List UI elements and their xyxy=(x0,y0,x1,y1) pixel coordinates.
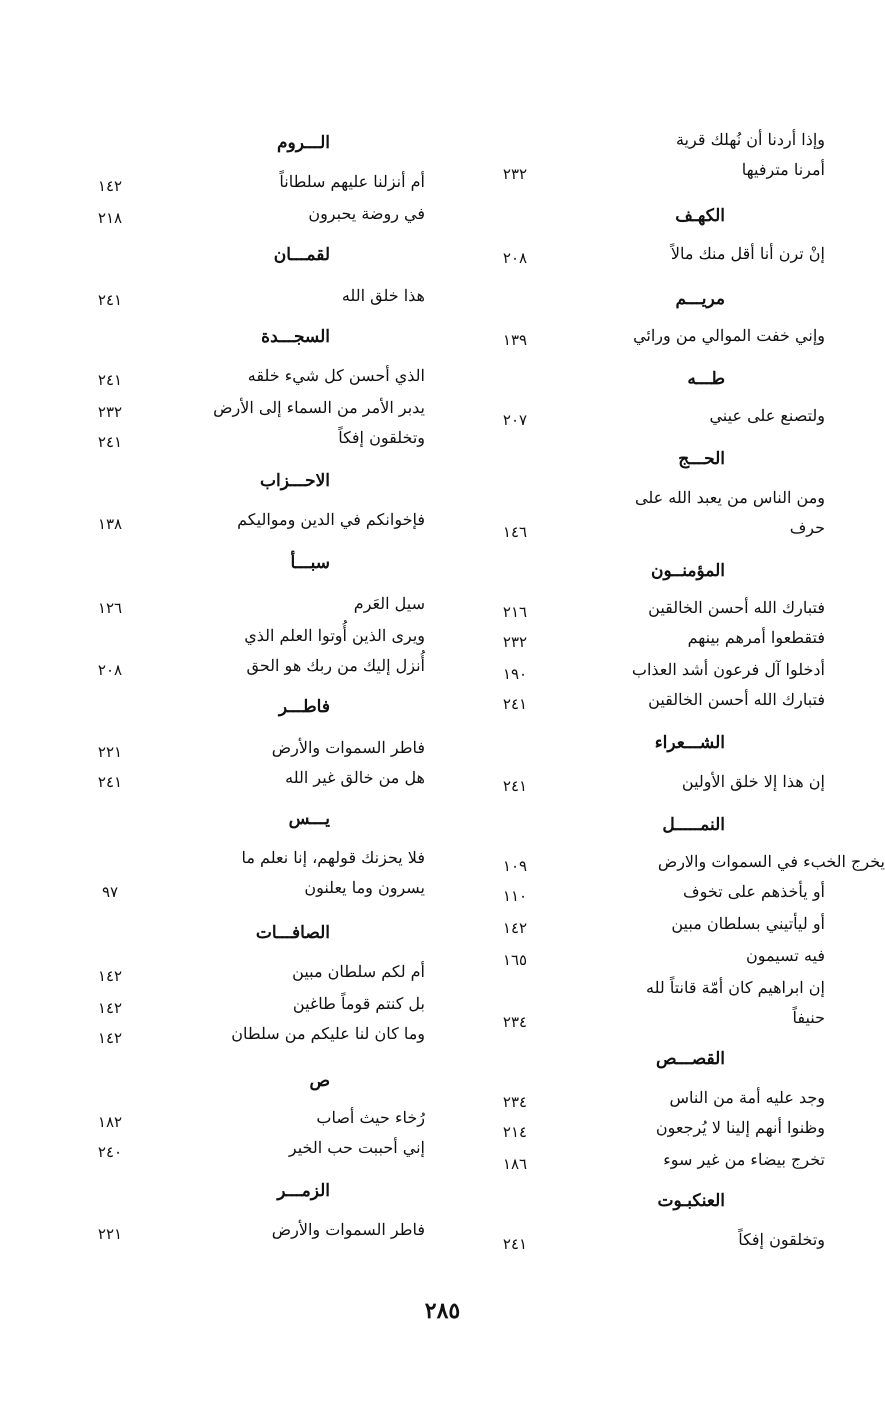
verse-text: وتخلقون إفكاً xyxy=(738,1230,825,1249)
index-entry xyxy=(40,962,460,992)
index-entry xyxy=(40,656,460,686)
verse-text: في روضة يحبرون xyxy=(308,204,425,223)
index-entry xyxy=(40,286,460,316)
verse-text: فتبارك الله أحسن الخالقين xyxy=(648,598,825,617)
verse-text: تخرج بيضاء من غير سوء xyxy=(663,1150,825,1169)
verse-text: ولتصنع على عيني xyxy=(709,406,825,425)
index-entry xyxy=(465,244,885,274)
page-reference: ١٤٦ xyxy=(502,523,528,541)
page-reference: ٢٢١ xyxy=(97,1225,123,1243)
index-entry xyxy=(465,660,885,690)
right-column xyxy=(465,0,885,1300)
verse-text: فإخوانكم في الدين ومواليكم xyxy=(237,510,425,529)
verse-text: رُخاء حيث أصاب xyxy=(316,1108,425,1127)
page-reference: ١٠٩ xyxy=(502,857,528,875)
index-entry xyxy=(465,1230,885,1260)
index-entry xyxy=(40,428,460,458)
index-entry xyxy=(40,172,460,202)
page-reference: ١٤٢ xyxy=(97,967,123,985)
index-entry xyxy=(465,852,885,882)
page-reference: ٢٤١ xyxy=(97,773,123,791)
verse-text: وإني خفت الموالي من ورائي xyxy=(633,326,825,345)
verse-text: يخرج الخبء في السموات والارض xyxy=(657,852,885,871)
surah-heading: فاطـــر xyxy=(278,697,330,717)
index-entry xyxy=(465,978,885,1008)
index-entry xyxy=(40,768,460,798)
page-reference: ٢٢١ xyxy=(97,743,123,761)
surah-heading: الحـــج xyxy=(678,449,725,469)
index-entry xyxy=(465,598,885,628)
verse-text: حرف xyxy=(789,518,825,537)
surah-heading: الاحـــزاب xyxy=(260,471,330,491)
verse-text: بل كنتم قوماً طاغين xyxy=(292,994,425,1013)
verse-text: وتخلقون إفكاً xyxy=(338,428,425,447)
verse-text: إني أحببت حب الخير xyxy=(288,1138,425,1157)
index-entry xyxy=(465,1150,885,1180)
verse-text: وما كان لنا عليكم من سلطان xyxy=(231,1024,425,1043)
page-reference: ١٣٨ xyxy=(97,515,123,533)
index-entry xyxy=(465,628,885,658)
page-reference: ٢١٦ xyxy=(502,603,528,621)
index-entry xyxy=(40,738,460,768)
verse-text: هذا خلق الله xyxy=(341,286,425,305)
page-reference: ٩٧ xyxy=(101,883,119,901)
page-reference: ٢٤١ xyxy=(502,1235,528,1253)
verse-text: وظنوا أنهم إلينا لا يُرجعون xyxy=(655,1118,825,1137)
index-entry xyxy=(40,878,460,908)
index-entry xyxy=(40,204,460,234)
page-reference: ١٤٢ xyxy=(502,919,528,937)
verse-text: يدبر الأمر من السماء إلى الأرض xyxy=(213,398,425,417)
page-reference: ٢٤١ xyxy=(97,433,123,451)
page-reference: ١٨٢ xyxy=(97,1113,123,1131)
page-reference: ٢٠٨ xyxy=(502,249,528,267)
page-reference: ١٢٦ xyxy=(97,599,123,617)
verse-text: أمرنا مترفيها xyxy=(741,160,825,179)
verse-text: وإذا أردنا أن نُهلك قرية xyxy=(675,130,825,149)
index-entry xyxy=(465,326,885,356)
left-column xyxy=(40,0,460,1300)
page-reference: ٢٤١ xyxy=(502,777,528,795)
verse-text: إن هذا إلا خلق الأولين xyxy=(681,772,825,791)
surah-heading: النمـــــل xyxy=(662,815,725,835)
surah-heading: طـــه xyxy=(687,369,725,389)
index-entry xyxy=(40,1108,460,1138)
index-entry xyxy=(465,518,885,548)
verse-text: سيل العَرم xyxy=(353,594,425,613)
verse-text: أُنزل إليك من ربك هو الحق xyxy=(246,656,425,675)
page-reference: ٢٣٢ xyxy=(502,165,528,183)
verse-text: فيه تسيمون xyxy=(746,946,825,965)
page-number: ٢٨٥ xyxy=(424,1298,461,1324)
surah-heading: سبـــأ xyxy=(290,553,330,573)
index-entry xyxy=(465,1118,885,1148)
page-reference: ٢٣٢ xyxy=(97,403,123,421)
page-reference: ١٤٢ xyxy=(97,1029,123,1047)
verse-text: ومن الناس من يعبد الله على xyxy=(635,488,825,507)
index-entry xyxy=(40,510,460,540)
verse-text: أو يأخذهم على تخوف xyxy=(683,882,825,901)
index-entry xyxy=(40,626,460,656)
page-reference: ٢٣٢ xyxy=(502,633,528,651)
verse-text: إن ابراهيم كان أمّة قانتاً لله xyxy=(646,978,825,997)
index-entry xyxy=(40,398,460,428)
verse-text: أم لكم سلطان مبين xyxy=(292,962,425,981)
page-reference: ١٩٠ xyxy=(502,665,528,683)
surah-heading: الكهـف xyxy=(675,206,725,226)
verse-text: هل من خالق غير الله xyxy=(285,768,425,787)
surah-heading: الشـــعراء xyxy=(654,733,725,753)
verse-text: حنيفاً xyxy=(792,1008,825,1027)
page-reference: ١١٠ xyxy=(502,887,528,905)
verse-text: فاطر السموات والأرض xyxy=(271,1220,425,1239)
page-reference: ١٤٢ xyxy=(97,177,123,195)
verse-text: إنْ ترن أنا أقل منك مالاً xyxy=(670,244,825,263)
page-reference: ٢١٤ xyxy=(502,1123,528,1141)
index-entry xyxy=(465,406,885,436)
surah-heading: الصافـــات xyxy=(255,923,330,943)
index-entry xyxy=(40,1220,460,1250)
index-entry xyxy=(40,848,460,878)
page-reference: ٢٤٠ xyxy=(97,1143,123,1161)
surah-heading: السجـــدة xyxy=(261,327,330,347)
page-reference: ٢٤١ xyxy=(97,371,123,389)
surah-heading: القصـــص xyxy=(655,1049,725,1069)
verse-text: فتقطعوا أمرهم بينهم xyxy=(687,628,825,647)
surah-heading: مريـــم xyxy=(675,289,725,309)
index-entry xyxy=(465,1088,885,1118)
page-reference: ٢٣٤ xyxy=(502,1013,528,1031)
index-entry xyxy=(465,882,885,912)
surah-heading: الـــروم xyxy=(277,133,330,153)
verse-text: ويرى الذين أُوتوا العلم الذي xyxy=(244,626,425,645)
index-entry xyxy=(465,160,885,190)
verse-text: يسرون وما يعلنون xyxy=(304,878,425,897)
index-entry xyxy=(40,1138,460,1168)
index-entry xyxy=(465,946,885,976)
index-entry xyxy=(40,366,460,396)
index-entry xyxy=(40,594,460,624)
page-reference: ٢٠٧ xyxy=(502,411,528,429)
page-reference: ٢١٨ xyxy=(97,209,123,227)
surah-heading: العنكبـوت xyxy=(657,1191,725,1211)
surah-heading: ص xyxy=(309,1071,330,1091)
index-entry xyxy=(465,772,885,802)
verse-text: أو ليأتيني بسلطان مبين xyxy=(671,914,825,933)
page-reference: ١٣٩ xyxy=(502,331,528,349)
page-reference: ٢٠٨ xyxy=(97,661,123,679)
verse-text: فلا يحزنك قولهم، إنا نعلم ما xyxy=(241,848,425,867)
verse-text: أدخلوا آل فرعون أشد العذاب xyxy=(631,660,825,679)
verse-text: الذي أحسن كل شيء خلقه xyxy=(247,366,425,385)
index-entry xyxy=(465,130,885,160)
page-reference: ١٨٦ xyxy=(502,1155,528,1173)
surah-heading: المؤمنــون xyxy=(651,561,725,581)
verse-text: وجد عليه أمة من الناس xyxy=(669,1088,825,1107)
page-reference: ١٦٥ xyxy=(502,951,528,969)
surah-heading: الزمـــر xyxy=(277,1181,330,1201)
page-reference: ٢٤١ xyxy=(502,695,528,713)
index-entry xyxy=(465,690,885,720)
surah-heading: يـــس xyxy=(288,809,330,829)
verse-text: فتبارك الله أحسن الخالقين xyxy=(648,690,825,709)
surah-heading: لقمـــان xyxy=(273,245,330,265)
index-entry xyxy=(465,914,885,944)
index-entry xyxy=(465,488,885,518)
index-entry xyxy=(40,1024,460,1054)
index-entry xyxy=(465,1008,885,1038)
index-entry xyxy=(40,994,460,1024)
page-reference: ٢٤١ xyxy=(97,291,123,309)
page-reference: ١٤٢ xyxy=(97,999,123,1017)
verse-text: أم أنزلنا عليهم سلطاناً xyxy=(279,172,425,191)
verse-text: فاطر السموات والأرض xyxy=(271,738,425,757)
page-reference: ٢٣٤ xyxy=(502,1093,528,1111)
